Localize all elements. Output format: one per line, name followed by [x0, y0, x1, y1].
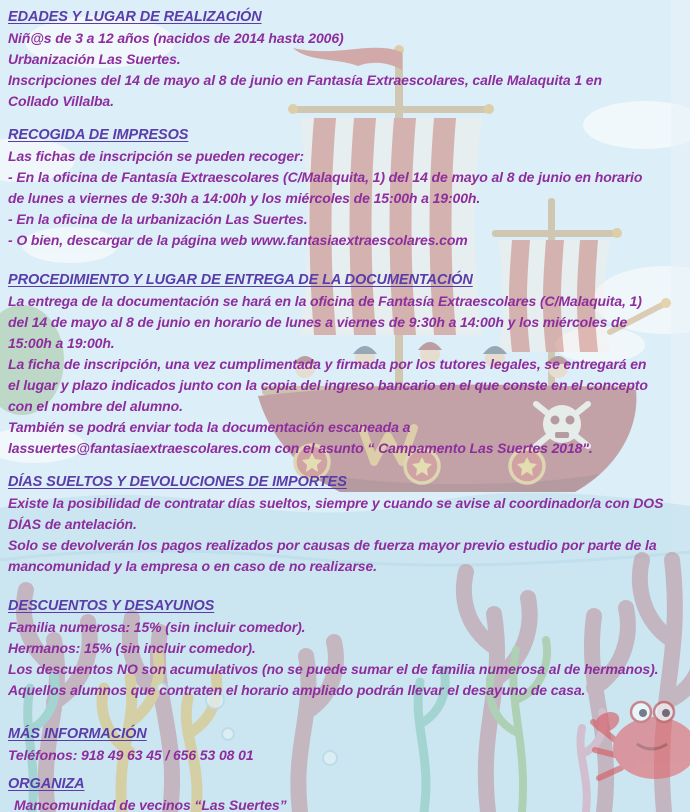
text-line: La entrega de la documentación se hará en la oficina de Fantasía Extraescolares (C/Malaquita, 1)	[8, 293, 642, 309]
text-line: Las fichas de inscripción se pueden recoger:	[8, 148, 304, 164]
text-line: Existe la posibilidad de contratar días sueltos, siempre y cuando se avise al coordinador/a con DOS	[8, 495, 664, 511]
text-line: - En la oficina de Fantasía Extraescolares (C/Malaquita, 1) del 14 de mayo al 8 de junio en horario	[8, 169, 643, 185]
text-line: DÍAS de antelación.	[8, 516, 137, 532]
text-line: Solo se devolverán los pagos realizados por causas de fuerza mayor previo estudio por parte de la	[8, 537, 657, 553]
text-line: Los descuentos NO son acumulativos (no se puede sumar el de familia numerosa al de hermanos).	[8, 661, 659, 677]
text-line: de lunes a viernes de 9:30h a 14:00h y los miércoles de 15:00h a 19:00h.	[8, 190, 481, 206]
section-heading: DÍAS SUELTOS Y DEVOLUCIONES DE IMPORTES	[8, 474, 347, 490]
text-line: mancomunidad y la empresa o en caso de no realizarse.	[8, 558, 377, 574]
section-descuentos	[8, 596, 682, 701]
section-heading: MÁS INFORMACIÓN	[8, 726, 147, 742]
section-heading: EDADES Y LUGAR DE REALIZACIÓN	[8, 9, 262, 25]
text-line: Hermanos: 15% (sin incluir comedor).	[8, 640, 256, 656]
text-line: con el nombre del alumno.	[8, 398, 183, 414]
text-line: Niñ@s de 3 a 12 años (nacidos de 2014 hasta 2006)	[8, 30, 344, 46]
section-recogida	[8, 125, 682, 251]
text-line: Familia numerosa: 15% (sin incluir comedor).	[8, 619, 306, 635]
section-procedimiento	[8, 270, 682, 459]
section-edades	[8, 7, 682, 112]
section-heading: ORGANIZA	[8, 776, 85, 792]
email-text: lassuertes@fantasiaextraescolares.com con el asunto “ Campamento Las Suertes 2018".	[8, 440, 593, 456]
section-heading: DESCUENTOS Y DESAYUNOS	[8, 598, 215, 614]
website-text: - O bien, descargar de la página web www.fantasiaextraescolares.com	[8, 232, 468, 248]
text-line: Aquellos alumnos que contraten el horario ampliado podrán llevar el desayuno de casa.	[8, 682, 586, 698]
phone-numbers: Teléfonos: 918 49 63 45 / 656 53 08 01	[8, 747, 254, 763]
text-line: el lugar y plazo indicados junto con la copia del ingreso bancario en el que conste en el concepto	[8, 377, 648, 393]
text-line: del 14 de mayo al 8 de junio en horario de lunes a viernes de 9:30h a 14:00h y los miércoles de	[8, 314, 628, 330]
section-heading: PROCEDIMIENTO Y LUGAR DE ENTREGA DE LA DOCUMENTACIÓN	[8, 272, 473, 288]
section-dias-sueltos	[8, 472, 682, 577]
organizer-name: Mancomunidad de vecinos “Las Suertes”	[14, 797, 287, 812]
text-line: Urbanización Las Suertes.	[8, 51, 181, 67]
section-mas-informacion	[8, 724, 682, 766]
text-line: También se podrá enviar toda la documentación escaneada a	[8, 419, 411, 435]
text-line: 15:00h a 19:00h.	[8, 335, 115, 351]
text-line: Collado Villalba.	[8, 93, 114, 109]
section-organiza	[8, 774, 682, 812]
text-line: La ficha de inscripción, una vez cumplimentada y firmada por los tutores legales, se entregará en	[8, 356, 647, 372]
text-line: - En la oficina de la urbanización Las Suertes.	[8, 211, 308, 227]
text-line: Inscripciones del 14 de mayo al 8 de junio en Fantasía Extraescolares, calle Malaquita 1 en	[8, 72, 602, 88]
section-heading: RECOGIDA DE IMPRESOS	[8, 127, 189, 143]
